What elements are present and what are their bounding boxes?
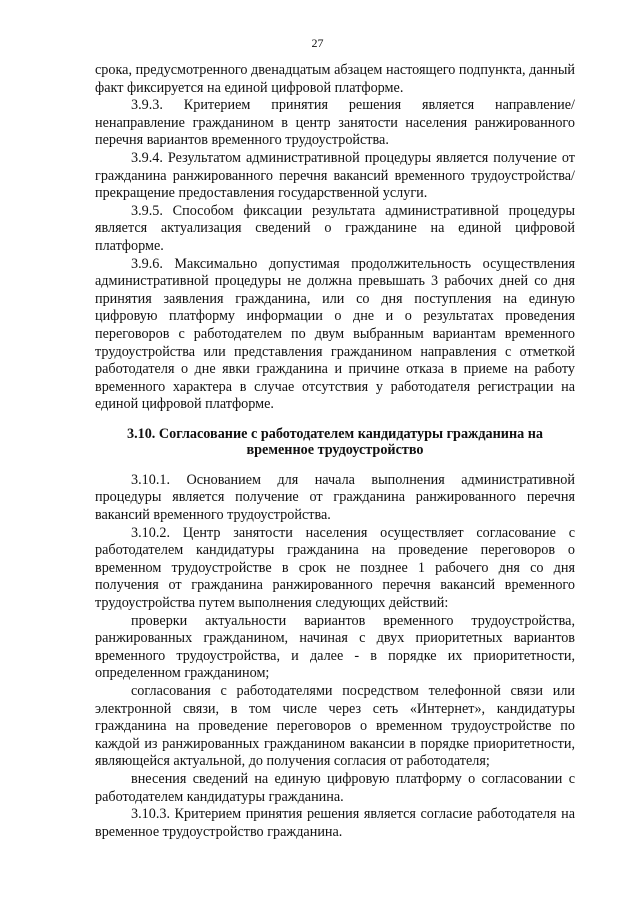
paragraph: внесения сведений на единую цифровую платформу о согласовании с работодателем кандидатуры гражданина.	[95, 770, 575, 805]
paragraph: проверки актуальности вариантов временного трудоустройства, ранжированных гражданином, начиная с двух приоритетных вариантов временного трудоустройства, и далее - в порядке их приоритетности, определенном гражданином;	[95, 612, 575, 682]
paragraph: 3.9.6. Максимально допустимая продолжительность осуществления административной процедуры не должна превышать 3 рабочих дней со дня принятия заявления гражданина, или со дня поступления на единую цифровую платформу информации о дне и о результатах проведения переговоров с работодателем по двум выбранным вариантам временного трудоустройства или представления гражданином направления с отметкой работодателя о дне явки гражданина и причине отказа в приеме на работу временного характера в случае отсутствия у работодателя регистрации на единой цифровой платформе.	[95, 255, 575, 413]
paragraph: срока, предусмотренного двенадцатым абзацем настоящего подпункта, данный факт фиксируется на единой цифровой платформе.	[95, 62, 575, 96]
paragraph: 3.9.5. Способом фиксации результата административной процедуры является актуализация сведений о гражданине на единой цифровой платформе.	[95, 202, 575, 254]
paragraph: 3.10.1. Основанием для начала выполнения административной процедуры является получение от гражданина ранжированного перечня вакансий временного трудоустройства.	[95, 471, 575, 524]
paragraph: 3.9.3. Критерием принятия решения является направление/ненаправление гражданином в центр занятости населения ранжированного перечня вариантов временного трудоустройства.	[95, 97, 575, 149]
paragraph: 3.9.4. Результатом административной процедуры является получение от гражданина ранжированного перечня вакансий временного трудоустройства/прекращение предоставления государственной услуги.	[95, 149, 575, 202]
section-heading: 3.10. Согласование с работодателем кандидатуры гражданина на временное трудоустройство	[126, 425, 544, 458]
section-3-10-body	[95, 472, 575, 841]
section-3-9-continuation	[95, 62, 575, 414]
paragraph: 3.10.2. Центр занятости населения осуществляет согласование с работодателем кандидатуры гражданина на проведение переговоров о временном трудоустройстве в срок не позднее 1 рабочего дня со дня получения от гражданина ранжированного перечня вакансий временного трудоустройства путем выполнения следующих действий:	[95, 524, 575, 612]
document-body	[95, 62, 575, 841]
paragraph: согласования с работодателями посредством телефонной связи или электронной связи, в том числе через сеть «Интернет», кандидатуры гражданина на проведение переговоров о временном трудоустройстве по каждой из ранжированных гражданином вакансии в порядке приоритетности, являющейся актуальной, до получения согласия от работодателя;	[95, 683, 575, 770]
page-number: 27	[311, 36, 324, 50]
paragraph: 3.10.3. Критерием принятия решения является согласие работодателя на временное трудоустройство гражданина.	[95, 806, 575, 840]
